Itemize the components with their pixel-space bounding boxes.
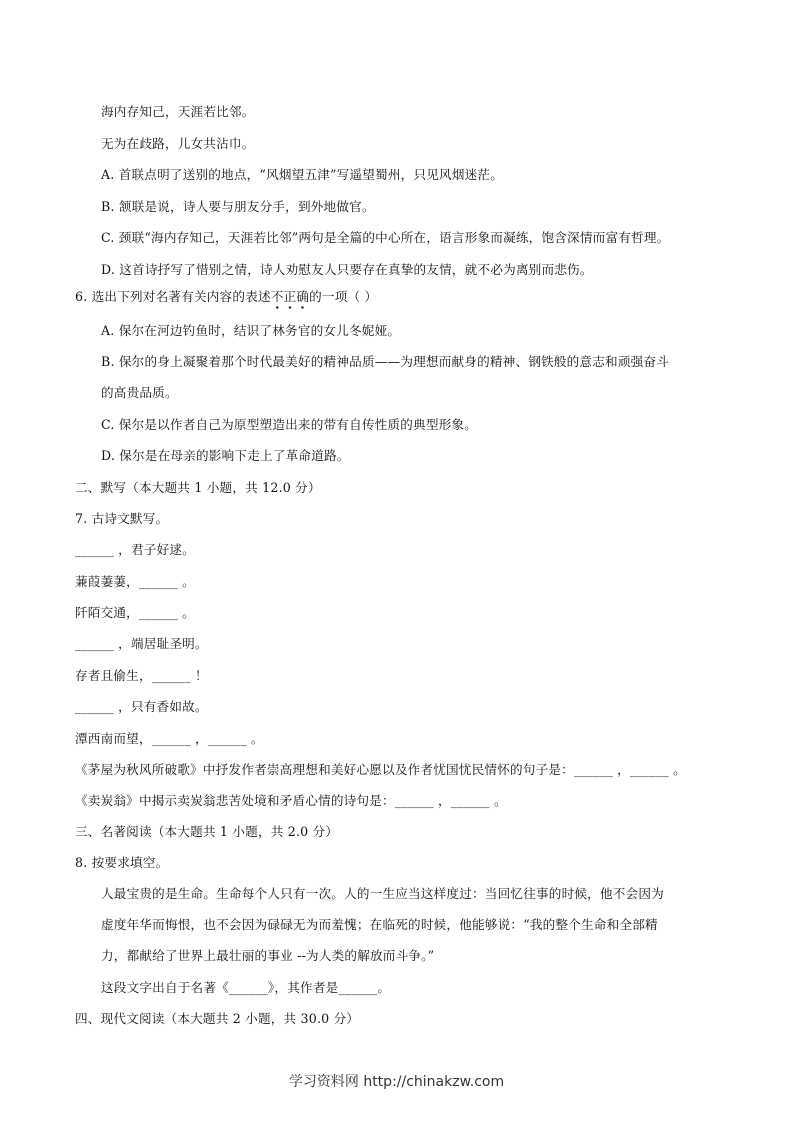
fill-blank-line: 存者且偷生，______ ！ <box>75 668 208 683</box>
question-6-bracket: 的一项（ ） <box>309 289 378 304</box>
option-c: C. 保尔是以作者自己为原型塑造出来的带有自传性质的典型形象。 <box>101 417 478 432</box>
fill-blank-line: 潭西南而望，______ ，______ 。 <box>75 731 264 746</box>
question-8: 8. 按要求填空。 <box>75 855 169 870</box>
option-d: D. 保尔是在母亲的影响下走上了革命道路。 <box>101 448 350 463</box>
option-b-continued: 的高贵品质。 <box>101 385 178 400</box>
question-7: 7. 古诗文默写。 <box>75 511 169 526</box>
poem-line: 海内存知己，天涯若比邻。 <box>101 104 255 119</box>
option-b: B. 颔联是说，诗人要与朋友分手，到外地做官。 <box>101 199 375 214</box>
option-b: B. 保尔的身上凝聚着那个时代最美好的精神品质——为理想而献身的精神、钢铁般的意志和顽强奋斗 <box>101 354 669 369</box>
footer-watermark: 学习资料网 http://chinakzw.com <box>288 1074 505 1090</box>
option-a: A. 首联点明了送别的地点，“风烟望五津”写遥望蜀州，只见风烟迷茫。 <box>101 167 503 182</box>
fill-blank-line: 这段文字出自于名著《______》，其作者是______。 <box>101 980 391 995</box>
question-6 <box>75 289 377 305</box>
fill-blank-line: ______ ，端居耻圣明。 <box>75 636 208 651</box>
section-heading: 四、现代文阅读（本大题共 2 小题，共 30.0 分） <box>75 1011 360 1026</box>
fill-blank-line: 阡陌交通，______ 。 <box>75 605 195 620</box>
option-c: C. 颈联“海内存知己，天涯若比邻”两句是全篇的中心所在，语言形象而凝练，饱含深情而富有哲理。 <box>101 230 670 245</box>
option-a: A. 保尔在河边钓鱼时，结识了林务官的女儿冬妮娅。 <box>101 323 401 338</box>
section-heading: 三、名著阅读（本大题共 1 小题，共 2.0 分） <box>75 824 339 839</box>
poem-line: 无为在歧路，儿女共沾巾。 <box>101 136 255 151</box>
fill-blank-line: 《卖炭翁》中揭示卖炭翁悲苦处境和矛盾心情的诗句是：______ ，______ 。 <box>75 793 507 808</box>
fill-blank-line: 蒹葭萋萋，______ 。 <box>75 574 195 589</box>
passage-line: 力，都献给了世界上最壮丽的事业 --为人类的解放而斗争。” <box>101 948 435 963</box>
section-heading: 二、默写（本大题共 1 小题，共 12.0 分） <box>75 480 321 495</box>
question-6-text: 6. 选出下列对名著有关内容的表述 <box>75 289 271 304</box>
fill-blank-line: ______ ，只有香如故。 <box>75 699 208 714</box>
emphasis-text: 不正确 <box>270 289 310 304</box>
option-d: D. 这首诗抒写了惜别之情，诗人劝慰友人只要存在真挚的友情，就不必为离别而悲伤。 <box>101 262 593 277</box>
fill-blank-line: 《茅屋为秋风所破歌》中抒发作者崇高理想和美好心愿以及作者忧国忧民情怀的句子是：______ ，______ 。 <box>75 762 686 777</box>
passage-line: 人最宝贵的是生命。生命每个人只有一次。人的一生应当这样度过：当回忆往事的时候，他不会因为 <box>101 886 664 901</box>
passage-line: 虚度年华而悔恨，也不会因为碌碌无为而羞愧；在临死的时候，他能够说：“我的整个生命和全部精 <box>101 917 658 932</box>
fill-blank-line: ______ ，君子好逑。 <box>75 542 195 557</box>
